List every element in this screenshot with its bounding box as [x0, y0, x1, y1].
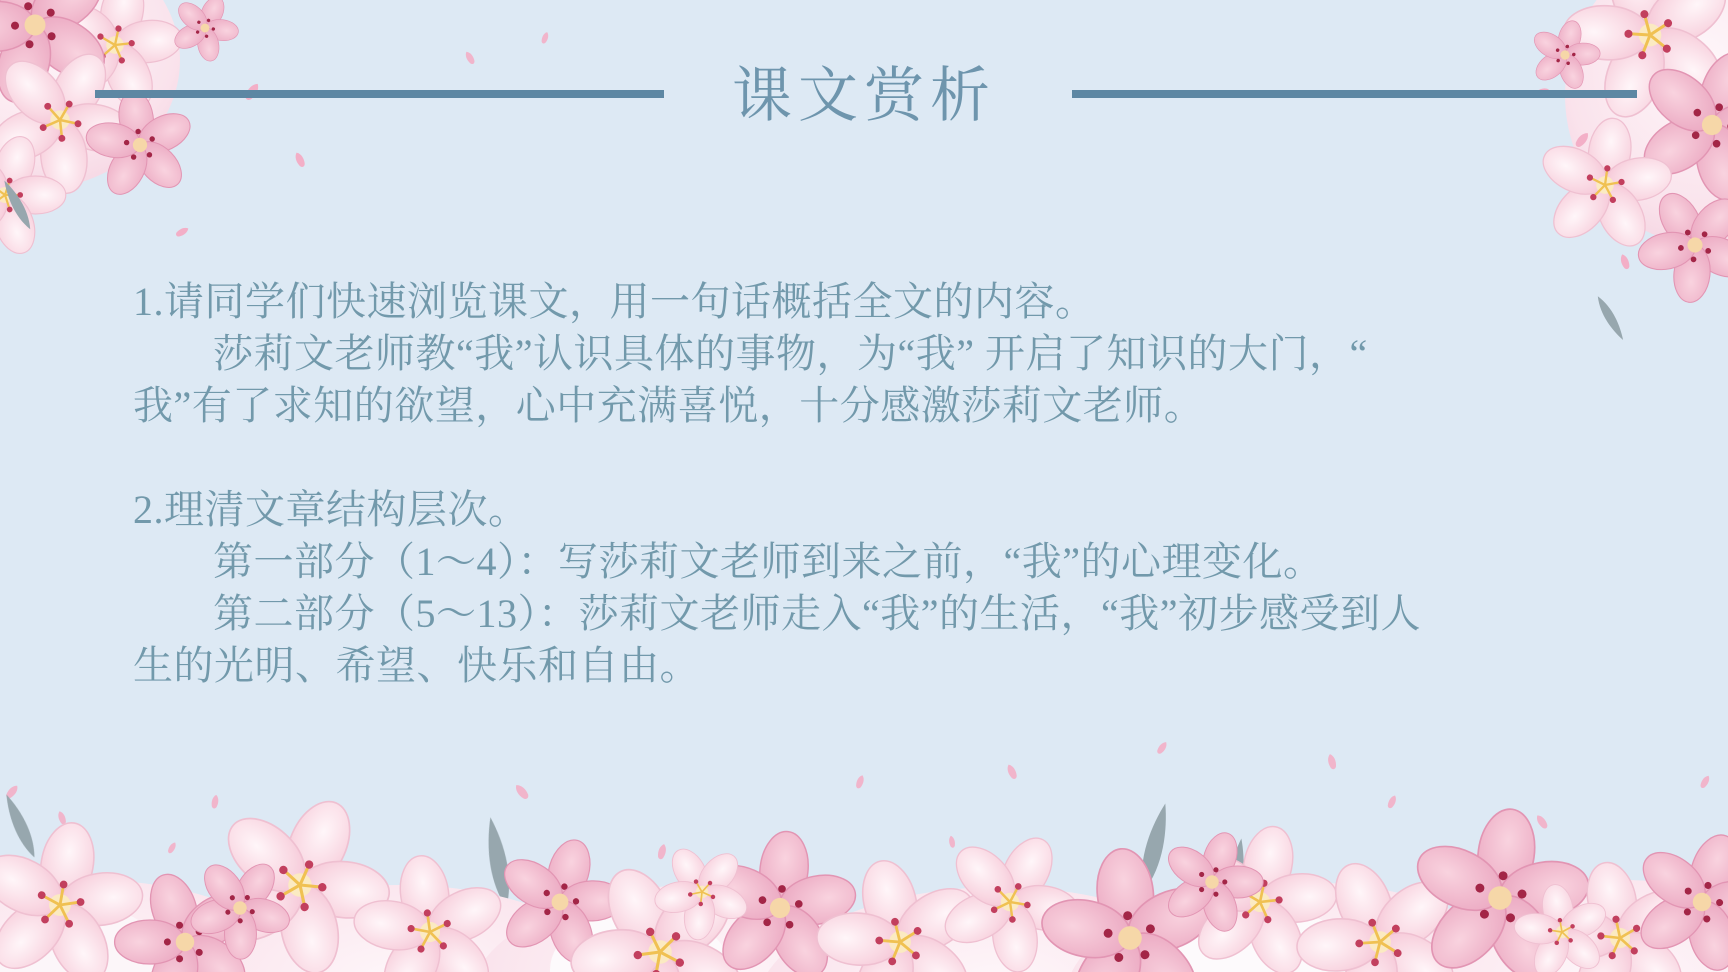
slide-header — [0, 0, 1728, 160]
body-line-answer-1a: 莎莉文老师教“我”认识具体的事物，为“我” 开启了知识的大门，“ — [213, 331, 1368, 376]
body-line-question-1: 1.请同学们快速浏览课文，用一句话概括全文的内容。 — [133, 279, 1096, 324]
body-line-structure-part-1: 第一部分（1～4）：写莎莉文老师到来之前，“我”的心理变化。 — [213, 539, 1324, 584]
slide-body — [133, 276, 1483, 692]
page-title: 课文赏析 — [732, 62, 996, 129]
body-line-question-2: 2.理清文章结构层次。 — [133, 487, 529, 532]
body-line-answer-1b: 我”有了求知的欲望，心中充满喜悦，十分感激莎莉文老师。 — [133, 383, 1205, 428]
blossom-border-bottom-icon — [0, 765, 1728, 972]
title-divider-right — [1072, 90, 1637, 98]
body-line-structure-part-2b: 生的光明、希望、快乐和自由。 — [133, 643, 700, 688]
body-line-structure-part-2a: 第二部分（5～13）：莎莉文老师走入“我”的生活，“我”初步感受到人 — [213, 591, 1422, 636]
